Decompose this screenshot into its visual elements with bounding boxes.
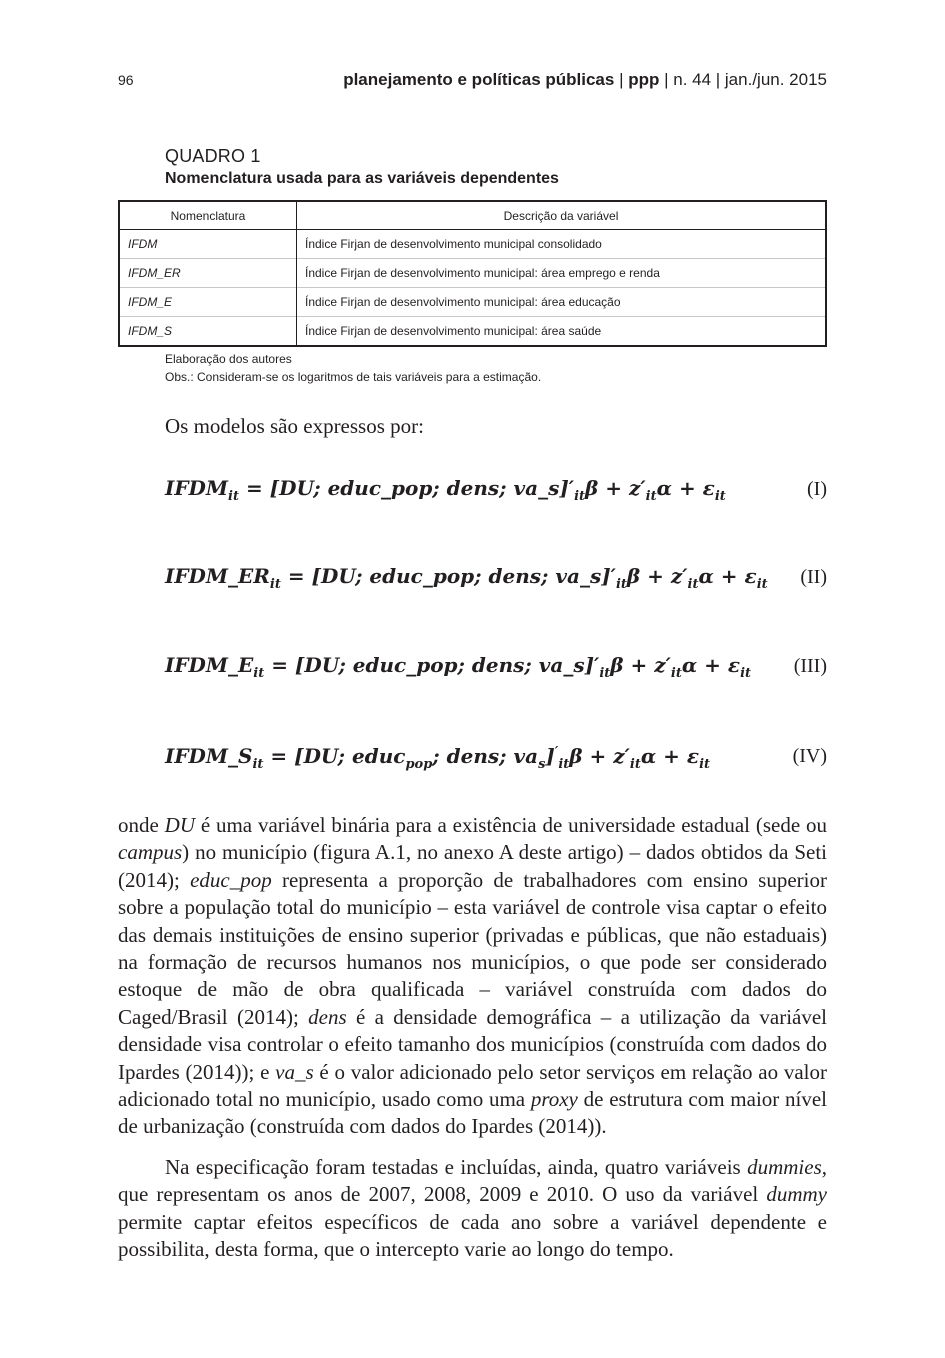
italic-term: educ_pop: [190, 867, 272, 892]
equation-number: (IV): [792, 745, 827, 767]
italic-term: dens: [308, 1004, 347, 1029]
italic-term: dummy: [766, 1182, 827, 1207]
quadro-title: Nomenclatura usada para as variáveis dependentes: [165, 170, 559, 187]
table-observation-note: Obs.: Consideram-se os logaritmos de tais variáveis para a estimação.: [165, 370, 542, 384]
issue-info: | n. 44 | jan./jun. 2015: [659, 70, 827, 89]
italic-term: DU: [164, 813, 195, 837]
column-header-description: Descrição da variável: [297, 201, 827, 230]
subscript: it: [253, 666, 265, 681]
equation-term: β + z′: [610, 653, 671, 677]
equation-number: (II): [800, 566, 827, 588]
text-run: representa a proporção de trabalhadores com ensino superior sobre a população total do município – esta variável de controle visa captar o efeito das demais instituições de ensino superior (privadas e públicas, que não estaduais) na formação de recursos humanos nos municípios, o que pode ser considerado estoque de mão de obra qualificada – variável construída com dados do Caged/Brasil (2014);: [118, 867, 827, 1029]
variable-description-cell: Índice Firjan de desenvolvimento municipal consolidado: [297, 230, 827, 259]
subscript: it: [645, 489, 657, 504]
table-row: [119, 259, 826, 288]
variable-description-cell: Índice Firjan de desenvolvimento municipal: área saúde: [297, 317, 827, 347]
subscript: it: [615, 577, 627, 592]
variable-name-cell: IFDM: [119, 230, 297, 259]
equation-term: α + ε: [656, 476, 715, 500]
text-run: de estrutura com maior nível de urbanização (construída com dados do Ipardes (2014)).: [118, 1087, 827, 1139]
subscript: it: [687, 577, 699, 592]
body-paragraph-1: [118, 812, 827, 1141]
subscript: it: [228, 489, 239, 504]
equation-3: [165, 653, 751, 681]
journal-name: planejamento e políticas públicas: [343, 70, 615, 89]
variable-description-cell: Índice Firjan de desenvolvimento municipal: área educação: [297, 288, 827, 317]
variable-name-cell: IFDM_E: [119, 288, 297, 317]
variables-table: [118, 200, 827, 347]
page-number: 96: [118, 72, 134, 88]
equation-rhs: = [DU; educ: [263, 744, 406, 768]
table-row: [119, 288, 826, 317]
header-separator: |: [614, 70, 629, 89]
text-run: permite captar efeitos específicos de cada ano sobre a variável dependente e possibilita, desta forma, que o intercepto varie ao longo do tempo.: [118, 1209, 827, 1262]
subscript: it: [740, 666, 752, 681]
equation-term: β + z′: [585, 476, 646, 500]
equation-lhs: IFDM_S: [165, 744, 253, 768]
text-run: ) no município (figura A.1, no anexo A deste artigo) – dados obtidos da Seti (2014);: [118, 840, 827, 892]
subscript: it: [670, 666, 682, 681]
italic-term: campus: [118, 840, 183, 865]
equation-rhs: = [DU; educ_pop; dens; va_s]′: [264, 653, 600, 677]
table-header-row: [119, 201, 826, 230]
subscript: it: [252, 757, 264, 772]
equation-number: (I): [807, 478, 827, 500]
running-header: [343, 70, 827, 90]
table-row: [119, 230, 826, 259]
equation-2: [165, 564, 768, 592]
equation-lhs: IFDM_E: [165, 653, 254, 677]
text-run: é o valor adicionado pelo setor serviços em relação ao valor adicionado total no município, usado como uma: [118, 1059, 827, 1112]
subscript: it: [699, 757, 711, 772]
equation-term: β + z′: [569, 744, 630, 768]
italic-term: proxy: [530, 1087, 578, 1112]
text-run: Na especificação foram testadas e incluídas, ainda, quatro variáveis: [165, 1155, 748, 1179]
equation-term: α + ε: [698, 564, 757, 588]
journal-abbreviation: ppp: [628, 70, 660, 89]
subscript: it: [574, 489, 586, 504]
subscript: it: [629, 757, 641, 772]
italic-term: va_s: [275, 1059, 314, 1084]
subscript: it: [269, 577, 281, 592]
equation-term: α + ε: [681, 653, 741, 677]
table-source-note: Elaboração dos autores: [165, 352, 292, 366]
equation-term: β + z′: [626, 564, 688, 588]
italic-term: dummies: [747, 1155, 822, 1179]
text-run: , que representam os anos de 2007, 2008, 2009 e 2010. O uso da variável: [118, 1155, 827, 1207]
equation-term: α + ε: [640, 744, 700, 768]
quadro-label: QUADRO 1: [165, 146, 261, 166]
subscript: it: [599, 666, 611, 681]
equation-rhs: = [DU; educ_pop; dens; va_s]′: [280, 564, 616, 588]
equation-rhs: = [DU; educ_pop; dens; va_s]′: [239, 476, 575, 500]
equation-term: ]: [545, 744, 555, 768]
text-run: é uma variável binária para a existência de universidade estadual (sede ou: [195, 813, 827, 837]
equation-number: (III): [793, 655, 827, 677]
variable-name-cell: IFDM_S: [119, 317, 297, 347]
subscript: it: [558, 757, 570, 772]
column-header-nomenclature: Nomenclatura: [119, 201, 297, 230]
equation-4: [165, 744, 710, 772]
text-run: é a densidade demográfica – a utilização da variável densidade visa controlar o efeito tamanho dos municípios (construída com dados do Ipardes (2014)); e: [118, 1004, 828, 1084]
equation-lhs: IFDM: [165, 476, 229, 500]
subscript: s: [538, 757, 546, 772]
body-paragraph-2: [118, 1154, 827, 1264]
equation-lhs: IFDM_ER: [165, 564, 270, 588]
equations-intro: Os modelos são expressos por:: [165, 414, 424, 438]
text-run: onde: [118, 813, 165, 837]
subscript: it: [714, 489, 726, 504]
table-row: [119, 317, 826, 347]
variable-name-cell: IFDM_ER: [119, 259, 297, 288]
superscript: ′: [554, 744, 559, 760]
equation-term: ; dens; va: [432, 744, 539, 768]
subscript: it: [756, 577, 768, 592]
equation-1: [165, 476, 726, 504]
subscript: pop: [405, 757, 433, 772]
variable-description-cell: Índice Firjan de desenvolvimento municipal: área emprego e renda: [297, 259, 827, 288]
